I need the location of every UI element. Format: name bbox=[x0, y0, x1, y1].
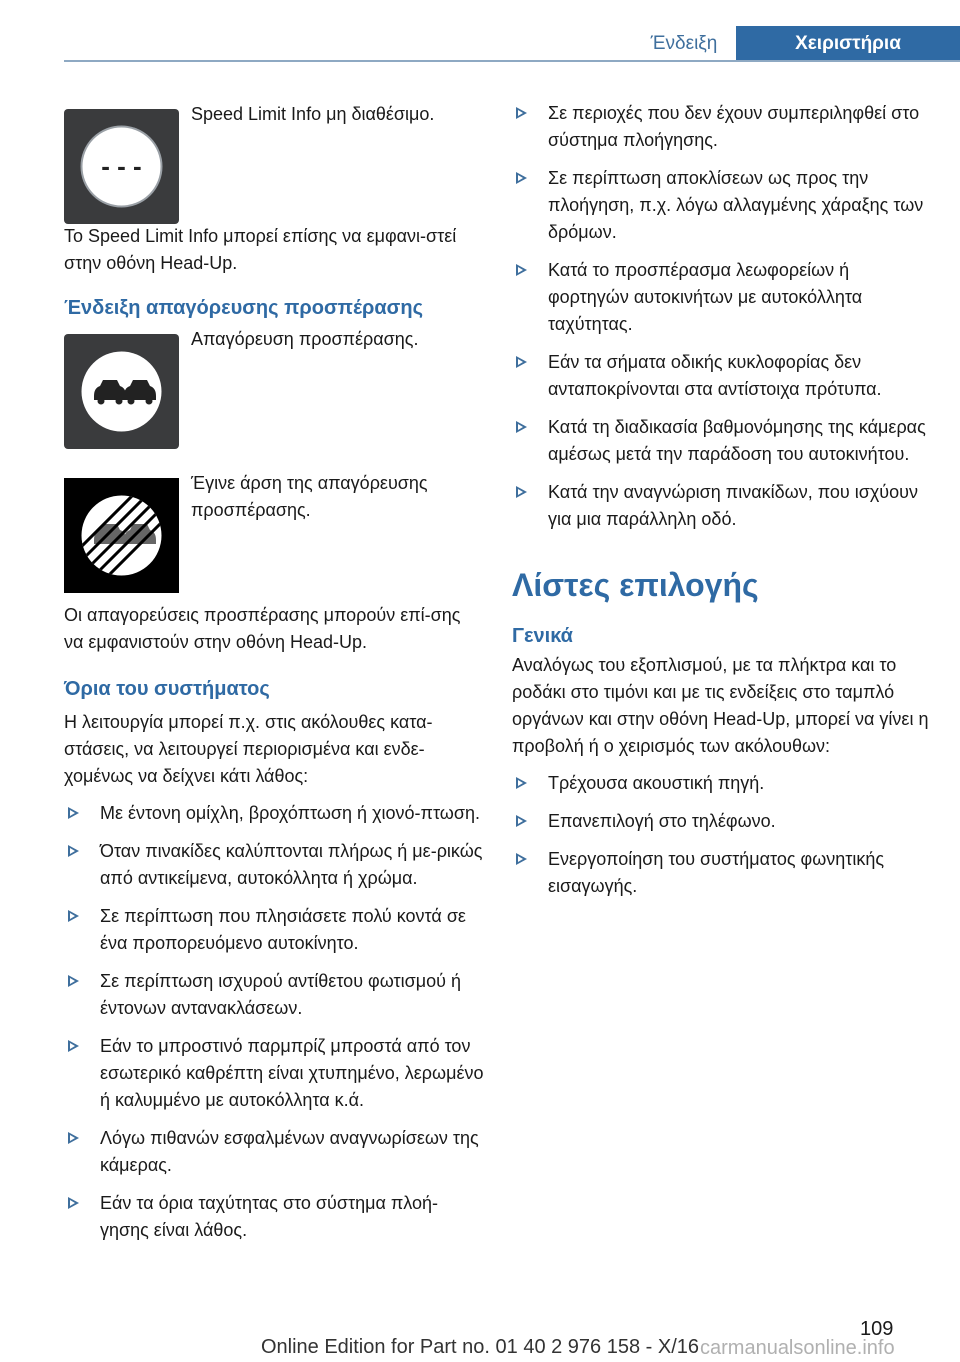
sign1-caption: Speed Limit Info μη διαθέσιμο. bbox=[191, 104, 435, 124]
bullet-triangle-icon bbox=[516, 356, 527, 368]
bullet-triangle-icon bbox=[68, 845, 79, 857]
speed-limit-unavailable-sign bbox=[64, 109, 179, 224]
watermark: carmanualsonline.info bbox=[700, 1337, 895, 1359]
system-limits-list-left bbox=[64, 800, 484, 1244]
no-overtaking-block bbox=[64, 326, 484, 454]
sign2-caption: Απαγόρευση προσπέρασης. bbox=[191, 329, 419, 349]
list-item: Κατά την αναγνώριση πινακίδων, που ισχύουν για μια παράλληλη οδό. bbox=[512, 479, 932, 533]
overtake-heading: Ένδειξη απαγόρευσης προσπέρασης bbox=[64, 297, 423, 319]
list-item: Σε περιοχές που δεν έχουν συμπεριληφθεί στο σύστημα πλοήγησης. bbox=[512, 100, 932, 154]
bullet-triangle-icon bbox=[516, 264, 527, 276]
general-heading: Γενικά bbox=[512, 625, 573, 647]
sign-dashes-label: - - - bbox=[101, 151, 142, 181]
sign3-caption: Έγινε άρση της απαγόρευσης προσπέρασης. bbox=[191, 473, 428, 520]
end-no-overtaking-block bbox=[64, 464, 484, 592]
bullet-triangle-icon bbox=[516, 486, 527, 498]
bullet-triangle-icon bbox=[516, 172, 527, 184]
list-item: Σε περίπτωση αποκλίσεων ως προς την πλοήγηση, π.χ. λόγω αλλαγμένης χάραξης των δρόμων. bbox=[512, 165, 932, 246]
overtake-headup-paragraph: Οι απαγορεύσεις προσπέρασης μπορούν επί‐σης να εμφανιστούν στην οθόνη Head-Up. bbox=[64, 605, 461, 652]
bullet-triangle-icon bbox=[68, 807, 79, 819]
bullet-triangle-icon bbox=[516, 107, 527, 119]
right-column bbox=[512, 100, 932, 911]
bullet-triangle-icon bbox=[68, 975, 79, 987]
bullet-triangle-icon bbox=[68, 1040, 79, 1052]
speed-limit-unavailable-block bbox=[64, 95, 484, 211]
header-rule bbox=[64, 60, 960, 62]
bullet-triangle-icon bbox=[516, 777, 527, 789]
general-list bbox=[512, 770, 932, 900]
left-column bbox=[64, 95, 484, 1255]
list-item: Εάν τα σήματα οδικής κυκλοφορίας δεν ανταποκρίνονται στα αντίστοιχα πρότυπα. bbox=[512, 349, 932, 403]
list-item: Κατά το προσπέρασμα λεωφορείων ή φορτηγών αυτοκινήτων με αυτοκόλλητα ταχύτητας. bbox=[512, 257, 932, 338]
list-item: Εάν τα όρια ταχύτητας στο σύστημα πλοή‐γησης είναι λάθος. bbox=[64, 1190, 484, 1244]
list-item: Όταν πινακίδες καλύπτονται πλήρως ή με‐ρικώς από αντικείμενα, αυτοκόλλητα ή χρώμα. bbox=[64, 838, 484, 892]
head-up-info-paragraph: Το Speed Limit Info μπορεί επίσης να εμφανι‐στεί στην οθόνη Head-Up. bbox=[64, 226, 457, 273]
list-item: Ενεργοποίηση του συστήματος φωνητικής εισαγωγής. bbox=[512, 846, 932, 900]
bullet-triangle-icon bbox=[68, 1197, 79, 1209]
list-item: Κατά τη διαδικασία βαθμονόμησης της κάμερας αμέσως μετά την παράδοση του αυτοκινήτου. bbox=[512, 414, 932, 468]
system-limits-intro: Η λειτουργία μπορεί π.χ. στις ακόλουθες κατα‐στάσεις, να λειτουργεί περιορισμένα και ενδε‐χομένως να δείχνει κάτι λάθος: bbox=[64, 712, 433, 786]
bullet-triangle-icon bbox=[516, 853, 527, 865]
list-item: Λόγω πιθανών εσφαλμένων αναγνωρίσεων της κάμερας. bbox=[64, 1125, 484, 1179]
bullet-triangle-icon bbox=[68, 1132, 79, 1144]
list-item: Με έντονη ομίχλη, βροχόπτωση ή χιονό‐πτωση. bbox=[64, 800, 484, 827]
list-item: Επανεπιλογή στο τηλέφωνο. bbox=[512, 808, 932, 835]
page-number: 109 bbox=[860, 1318, 894, 1340]
list-item: Σε περίπτωση που πλησιάσετε πολύ κοντά σε ένα προπορευόμενο αυτοκίνητο. bbox=[64, 903, 484, 957]
list-item: Εάν το μπροστινό παρμπρίζ μπροστά από τον εσωτερικό καθρέπτη είναι χτυπημένο, λερωμένο ή καλυμμένο με αυτοκόλλητα κ.ά. bbox=[64, 1033, 484, 1114]
list-item: Τρέχουσα ακουστική πηγή. bbox=[512, 770, 932, 797]
no-overtaking-sign bbox=[64, 334, 179, 449]
edition-footer: Online Edition for Part no. 01 40 2 976 158 - X/16 bbox=[260, 1336, 700, 1358]
general-paragraph: Αναλόγως του εξοπλισμού, με τα πλήκτρα και το ροδάκι στο τιμόνι και με τις ενδείξεις στο ταμπλό οργάνων και στην οθόνη Head-Up, μπορεί να γίνει η προβολή ή ο χειρισμός των ακόλουθων: bbox=[512, 655, 929, 756]
system-limits-heading: Όρια του συστήματος bbox=[64, 678, 270, 700]
bullet-triangle-icon bbox=[516, 421, 527, 433]
system-limits-list-right bbox=[512, 100, 932, 533]
bullet-triangle-icon bbox=[516, 815, 527, 827]
selection-lists-heading: Λίστες επιλογής bbox=[512, 567, 759, 603]
list-item: Σε περίπτωση ισχυρού αντίθετου φωτισμού ή έντονων αντανακλάσεων. bbox=[64, 968, 484, 1022]
section-tab[interactable]: Ένδειξη bbox=[650, 33, 718, 54]
chapter-tab[interactable]: Χειριστήρια bbox=[736, 26, 960, 62]
end-no-overtaking-sign bbox=[64, 478, 179, 593]
bullet-triangle-icon bbox=[68, 910, 79, 922]
